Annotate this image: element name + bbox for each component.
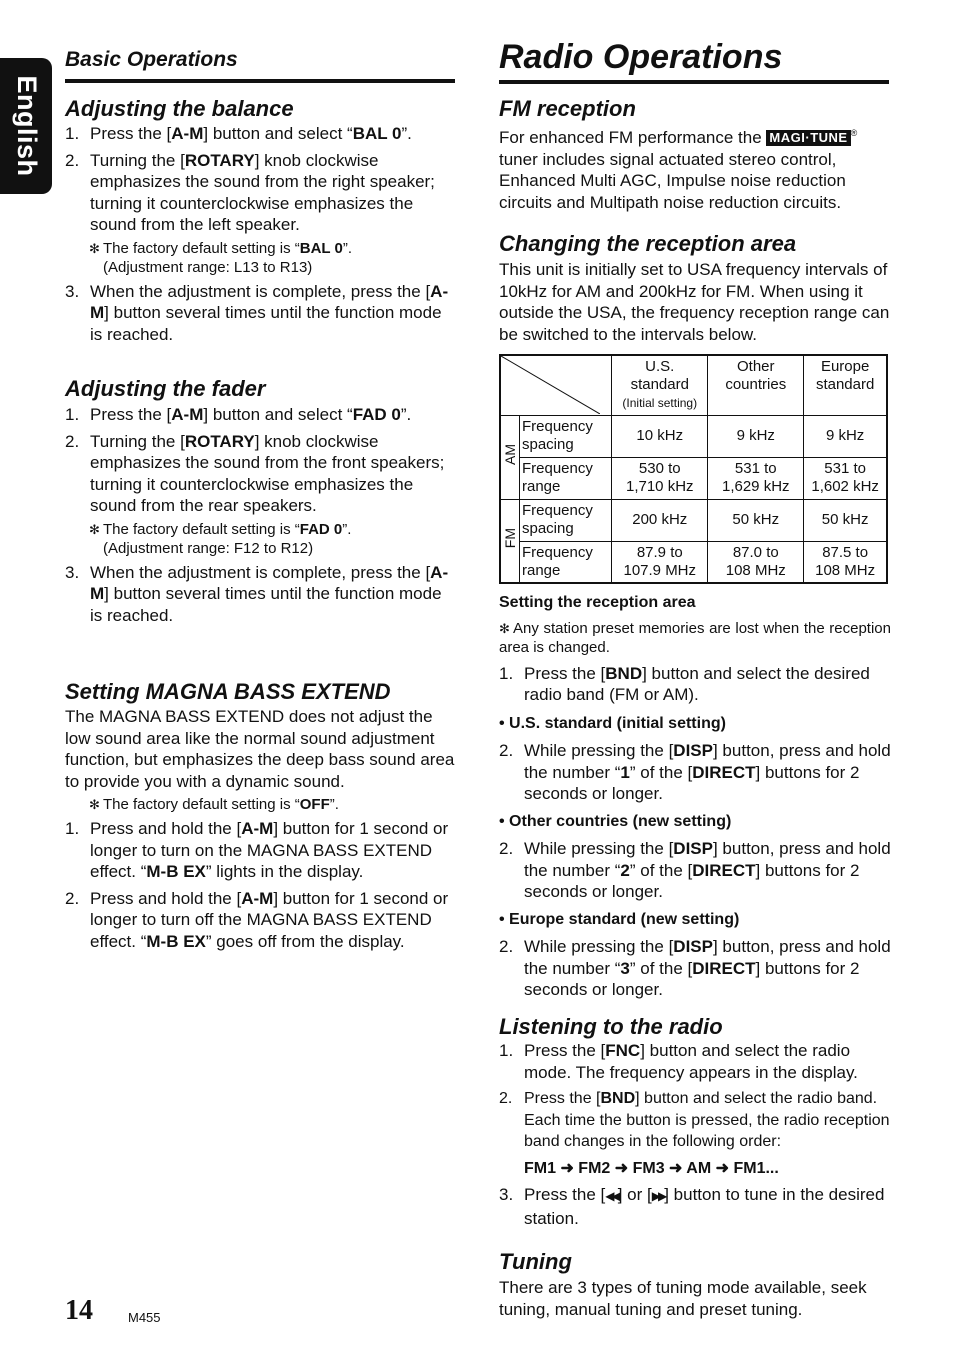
corner-cell — [500, 355, 612, 415]
step: 2. Turning the [ROTARY] knob clockwise emphasizes the sound from the right speaker; turning it counterclockwise emphasizes the sound from the left speaker. — [65, 150, 435, 234]
table-cell: Frequency range — [520, 457, 612, 499]
step: 2. Press and hold the [A-M] button for 1 second or longer to turn off the MAGNA BASS EXTEND effect. “M-B EX” goes off from the display. — [65, 888, 449, 951]
step: 2. While pressing the [DISP] button, press and hold the number “1” of the [DIRECT] buttons for 2 seconds or longer. — [499, 741, 891, 803]
table-cell: 531 to 1,629 kHz — [708, 457, 804, 499]
table-cell: 10 kHz — [612, 415, 708, 457]
table-cell: 50 kHz — [708, 499, 804, 541]
table-row — [500, 355, 887, 415]
model-code: M455 — [128, 1310, 161, 1325]
table-cell: 9 kHz — [708, 415, 804, 457]
step: 3. When the adjustment is complete, press the [A-M] button several times until the function mode is reached. — [65, 281, 449, 344]
fm-label: FM — [500, 499, 520, 583]
reception-table — [499, 354, 888, 584]
setting-subhead: Setting the reception area — [499, 594, 696, 611]
note: ✻ The factory default setting is “OFF”. — [89, 796, 339, 813]
table-cell: 530 to 1,710 kHz — [612, 457, 708, 499]
table-cell: Frequency range — [520, 541, 612, 583]
table-cell: Frequency spacing — [520, 415, 612, 457]
fm-body: For enhanced FM performance the MAGI·TUNE ® tuner includes signal actuated stereo control, Enhanced Multi AGC, Impulse noise reduction circuits and Multipath noise reduction circuits. — [499, 128, 858, 212]
tuning-heading: Tuning — [499, 1249, 572, 1274]
page-number: 14 — [65, 1295, 93, 1326]
tuning-text: There are 3 types of tuning mode available, seek tuning, manual tuning and preset tuning. — [499, 1278, 867, 1319]
mbe-body — [65, 706, 457, 952]
area-intro: This unit is initially set to USA frequency intervals of 10kHz for AM and 200kHz for FM. When using it outside the USA, the frequency reception range can be switched to the intervals below. — [499, 260, 890, 344]
setting-body — [499, 592, 891, 1001]
table-row — [500, 499, 887, 541]
next-icon: ▶▶ — [651, 1189, 665, 1203]
note: ✻ The factory default setting is “BAL 0”. (Adjustment range: L13 to R13) — [89, 239, 353, 276]
step: 3. Press the [◀◀] or [▶▶] button to tune in the desired station. — [499, 1185, 885, 1228]
table-cell: 50 kHz — [804, 499, 887, 541]
balance-heading: Adjusting the balance — [65, 96, 294, 121]
mbe-intro: The MAGNA BASS EXTEND does not adjust the low sound area like the normal sound adjustment function, but emphasizes the deep bass sound area to provide you with a dynamic sound. — [65, 707, 455, 791]
table-row — [500, 415, 887, 457]
language-tab-label: English — [11, 75, 42, 177]
col-other: Other countries — [708, 355, 804, 415]
table-cell: 87.0 to 108 MHz — [708, 541, 804, 583]
bullet-other: • Other countries (new setting) — [499, 812, 732, 830]
table-cell: 87.5 to 108 MHz — [804, 541, 887, 583]
area-heading: Changing the reception area — [499, 231, 797, 256]
note: ✻ The factory default setting is “FAD 0”. (Adjustment range: F12 to R12) — [89, 520, 352, 557]
step: 3. When the adjustment is complete, press the [A-M] button several times until the function mode is reached. — [65, 562, 449, 625]
table-row — [500, 457, 887, 499]
bullet-europe: • Europe standard (new setting) — [499, 910, 740, 928]
col-europe: Europe standard — [804, 355, 887, 415]
table-cell: 200 kHz — [612, 499, 708, 541]
band-order: FM1 ➜ FM2 ➜ FM3 ➜ AM ➜ FM1... — [524, 1159, 779, 1177]
running-head: Basic Operations — [65, 47, 455, 83]
step: 2. While pressing the [DISP] button, press and hold the number “3” of the [DIRECT] buttons for 2 seconds or longer. — [499, 937, 891, 999]
step: 1. Press and hold the [A-M] button for 1 second or longer to turn on the MAGNA BASS EXTEND effect. “M-B EX” lights in the display. — [65, 819, 449, 881]
balance-steps — [65, 123, 457, 345]
step: 2. While pressing the [DISP] button, press and hold the number “2” of the [DIRECT] buttons for 2 seconds or longer. — [499, 839, 891, 901]
step: 1. Press the [A-M] button and select “FAD 0”. — [65, 405, 412, 424]
fader-heading: Adjusting the fader — [65, 376, 266, 401]
table-row — [500, 541, 887, 583]
listen-steps — [499, 1040, 891, 1229]
magi-tune-logo: MAGI·TUNE — [766, 130, 850, 146]
step: 1. Press the [FNC] button and select the radio mode. The frequency appears in the display. — [499, 1041, 858, 1082]
corner-diagonal — [501, 356, 600, 414]
table-cell: Frequency spacing — [520, 499, 612, 541]
mbe-heading: Setting MAGNA BASS EXTEND — [65, 679, 391, 704]
language-tab — [0, 58, 52, 194]
table-cell: 9 kHz — [804, 415, 887, 457]
fader-steps — [65, 404, 457, 626]
page-title: Radio Operations — [499, 38, 889, 84]
prev-icon: ◀◀ — [605, 1189, 618, 1203]
fm-heading: FM reception — [499, 96, 636, 121]
note: ✻ Any station preset memories are lost when the reception area is changed. — [499, 619, 891, 656]
am-label: AM — [500, 415, 520, 499]
table-cell: 531 to 1,602 kHz — [804, 457, 887, 499]
step: 2. Press the [BND] button and select the radio band. Each time the button is pressed, the radio reception band changes in the following order: — [499, 1090, 890, 1150]
bullet-us: • U.S. standard (initial setting) — [499, 714, 726, 732]
step: 1. Press the [BND] button and select the desired radio band (FM or AM). — [499, 663, 870, 704]
step: 1. Press the [A-M] button and select “BAL 0”. — [65, 124, 412, 143]
col-us: U.S. standard (Initial setting) — [612, 355, 708, 415]
listen-heading: Listening to the radio — [499, 1014, 723, 1039]
table-cell: 87.9 to 107.9 MHz — [612, 541, 708, 583]
step: 2. Turning the [ROTARY] knob clockwise emphasizes the sound from the front speakers; turning it counterclockwise emphasizes the sound from the rear speakers. — [65, 431, 445, 515]
